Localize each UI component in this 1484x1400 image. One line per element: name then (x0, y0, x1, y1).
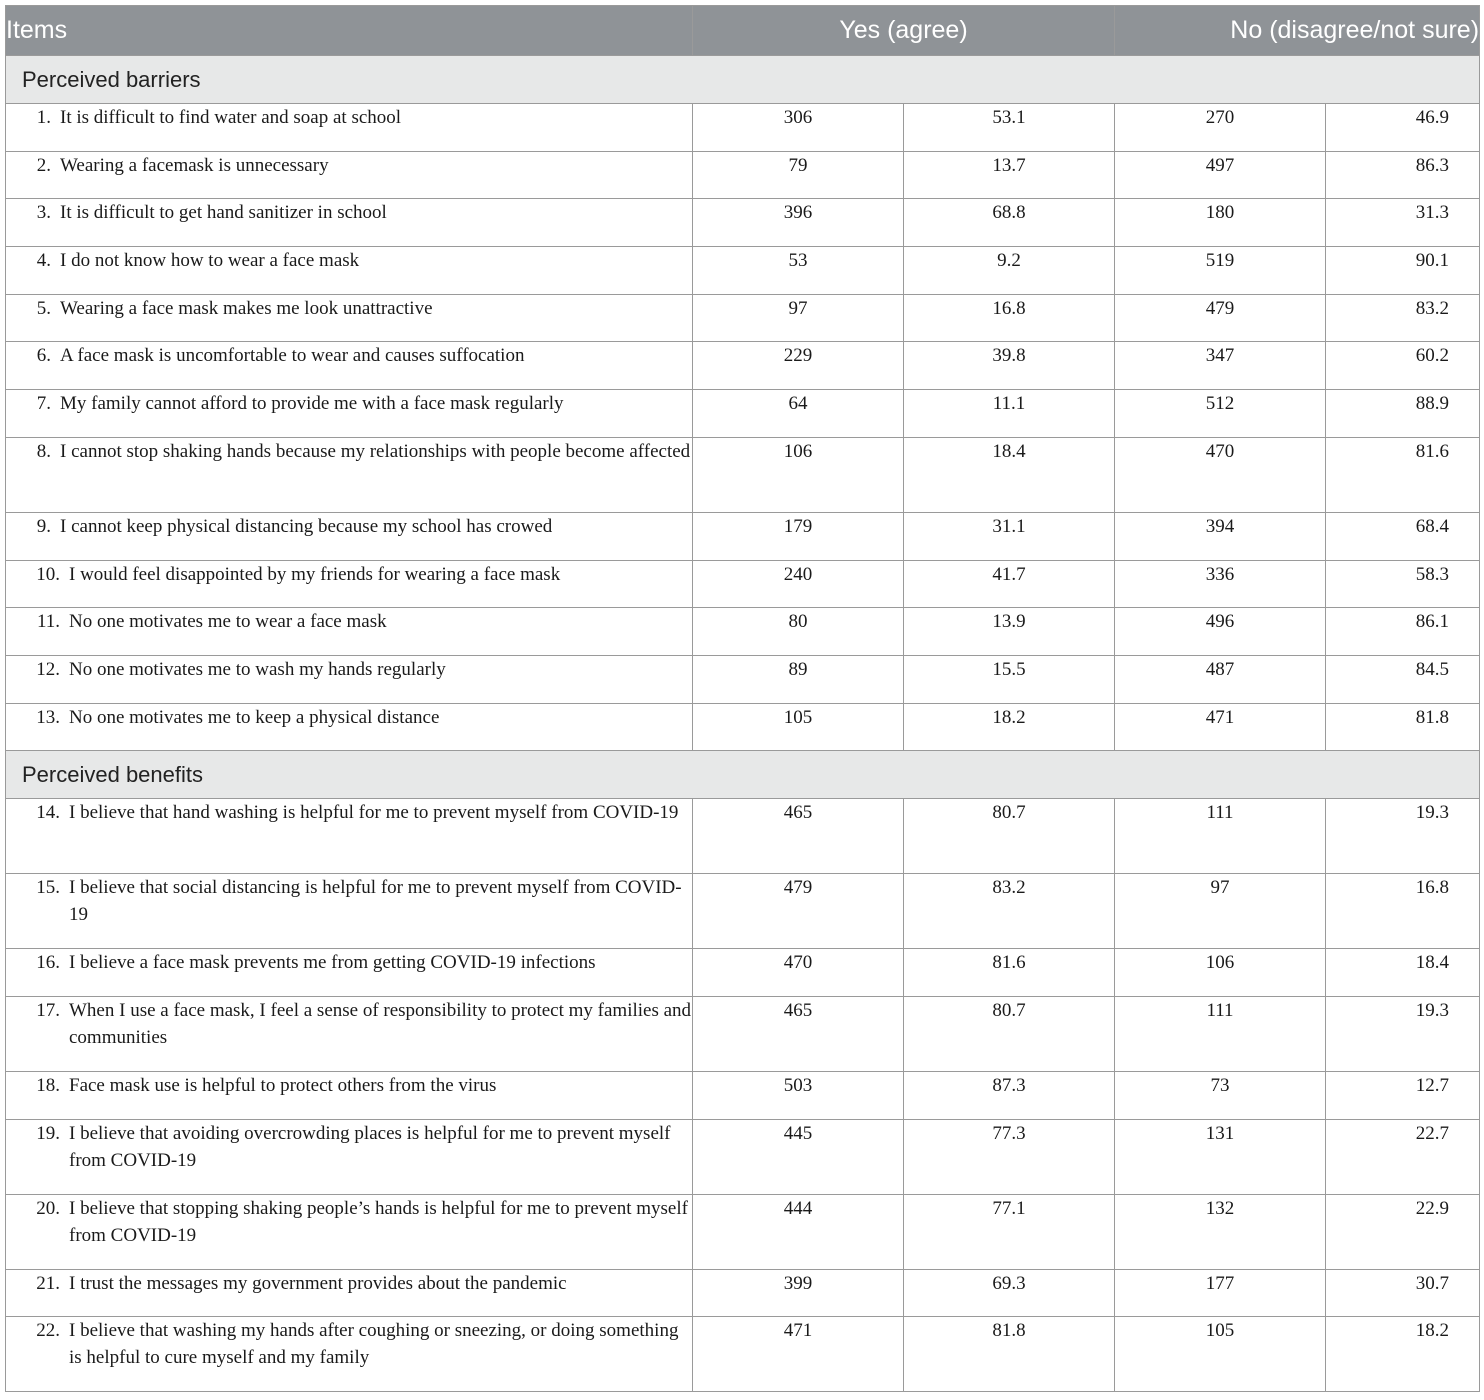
yes-percent-cell: 11.1 (904, 390, 1115, 438)
no-count-cell: 496 (1115, 608, 1326, 656)
yes-percent-cell: 81.6 (904, 949, 1115, 997)
no-percent-cell: 68.4 (1326, 512, 1480, 560)
yes-percent-cell: 77.3 (904, 1119, 1115, 1194)
item-text: I believe that washing my hands after coughing or sneezing, or doing something is helpful to cure myself and my family (69, 1320, 679, 1369)
item-cell (6, 1269, 693, 1317)
no-percent-cell: 16.8 (1326, 874, 1480, 949)
item-text: I believe that social distancing is helpful for me to prevent myself from COVID-19 (69, 877, 682, 926)
item-number: 17. (36, 999, 60, 1021)
no-percent-cell: 31.3 (1326, 199, 1480, 247)
table-row (6, 1194, 1480, 1269)
item-cell (6, 996, 693, 1071)
yes-count-cell: 106 (693, 437, 904, 512)
no-count-cell: 470 (1115, 437, 1326, 512)
no-count-cell: 111 (1115, 996, 1326, 1071)
yes-percent-cell: 9.2 (904, 247, 1115, 295)
item-text: It is difficult to find water and soap at school (60, 107, 402, 128)
no-percent-cell: 81.8 (1326, 703, 1480, 751)
item-cell (6, 342, 693, 390)
item-number: 19. (36, 1122, 60, 1144)
item-text: Wearing a facemask is unnecessary (60, 154, 329, 176)
section-title: Perceived benefits (6, 751, 1480, 799)
section-title: Perceived barriers (6, 56, 1480, 104)
yes-percent-cell: 53.1 (904, 104, 1115, 152)
yes-percent-cell: 80.7 (904, 996, 1115, 1071)
item-cell (6, 247, 693, 295)
no-count-cell: 394 (1115, 512, 1326, 560)
section-row (6, 56, 1480, 104)
yes-count-cell: 229 (693, 342, 904, 390)
no-count-cell: 497 (1115, 151, 1326, 199)
item-number: 10. (36, 563, 60, 585)
yes-percent-cell: 31.1 (904, 512, 1115, 560)
no-percent-cell: 30.7 (1326, 1269, 1480, 1317)
item-text: No one motivates me to wash my hands regularly (69, 658, 446, 680)
item-cell (6, 151, 693, 199)
item-number: 21. (36, 1272, 60, 1294)
yes-percent-cell: 13.7 (904, 151, 1115, 199)
no-percent-cell: 86.3 (1326, 151, 1480, 199)
yes-count-cell: 444 (693, 1194, 904, 1269)
no-percent-cell: 81.6 (1326, 437, 1480, 512)
table-row (6, 799, 1480, 874)
no-count-cell: 471 (1115, 703, 1326, 751)
section-row (6, 751, 1480, 799)
no-percent-cell: 60.2 (1326, 342, 1480, 390)
item-number: 18. (36, 1074, 60, 1096)
yes-percent-cell: 87.3 (904, 1071, 1115, 1119)
table-row (6, 1119, 1480, 1194)
item-text: I believe that avoiding overcrowding places is helpful for me to prevent myself from COVID-19 (69, 1122, 671, 1171)
item-cell (6, 608, 693, 656)
table-row (6, 390, 1480, 438)
item-text: No one motivates me to wear a face mask (69, 611, 387, 633)
yes-count-cell: 240 (693, 560, 904, 608)
item-text: I believe that hand washing is helpful for me to prevent myself from COVID-19 (69, 802, 679, 824)
yes-percent-cell: 83.2 (904, 874, 1115, 949)
no-percent-cell: 90.1 (1326, 247, 1480, 295)
item-text: I do not know how to wear a face mask (60, 250, 360, 272)
no-count-cell: 97 (1115, 874, 1326, 949)
item-text: I believe that stopping shaking people’s hands is helpful for me to prevent myself from COVID-19 (69, 1197, 688, 1246)
item-cell (6, 1194, 693, 1269)
item-text: A face mask is uncomfortable to wear and causes suffocation (60, 345, 525, 367)
item-number: 9. (36, 515, 51, 537)
no-count-cell: 512 (1115, 390, 1326, 438)
table-row (6, 703, 1480, 751)
no-percent-cell: 19.3 (1326, 996, 1480, 1071)
item-cell (6, 1119, 693, 1194)
yes-count-cell: 445 (693, 1119, 904, 1194)
item-cell (6, 560, 693, 608)
yes-percent-cell: 69.3 (904, 1269, 1115, 1317)
no-percent-cell: 86.1 (1326, 608, 1480, 656)
item-cell (6, 294, 693, 342)
yes-percent-cell: 68.8 (904, 199, 1115, 247)
yes-percent-cell: 80.7 (904, 799, 1115, 874)
no-percent-cell: 46.9 (1326, 104, 1480, 152)
header-yes: Yes (agree) (693, 6, 1115, 56)
no-percent-cell: 18.2 (1326, 1317, 1480, 1392)
table-row (6, 874, 1480, 949)
header-no: No (disagree/not sure) (1115, 6, 1480, 56)
item-number: 11. (36, 611, 60, 633)
yes-count-cell: 470 (693, 949, 904, 997)
table-row (6, 1269, 1480, 1317)
yes-percent-cell: 13.9 (904, 608, 1115, 656)
item-number: 6. (36, 345, 51, 367)
yes-count-cell: 53 (693, 247, 904, 295)
no-percent-cell: 88.9 (1326, 390, 1480, 438)
yes-percent-cell: 18.2 (904, 703, 1115, 751)
yes-percent-cell: 18.4 (904, 437, 1115, 512)
yes-count-cell: 306 (693, 104, 904, 152)
yes-count-cell: 105 (693, 703, 904, 751)
item-cell (6, 1071, 693, 1119)
yes-count-cell: 179 (693, 512, 904, 560)
item-cell (6, 655, 693, 703)
item-number: 22. (36, 1320, 60, 1342)
no-percent-cell: 18.4 (1326, 949, 1480, 997)
no-count-cell: 106 (1115, 949, 1326, 997)
no-count-cell: 131 (1115, 1119, 1326, 1194)
no-count-cell: 111 (1115, 799, 1326, 874)
table-row (6, 512, 1480, 560)
item-text: Wearing a face mask makes me look unattractive (60, 297, 433, 319)
yes-percent-cell: 16.8 (904, 294, 1115, 342)
table-row (6, 437, 1480, 512)
table-row (6, 342, 1480, 390)
yes-percent-cell: 41.7 (904, 560, 1115, 608)
yes-count-cell: 465 (693, 996, 904, 1071)
no-count-cell: 177 (1115, 1269, 1326, 1317)
no-count-cell: 487 (1115, 655, 1326, 703)
no-count-cell: 336 (1115, 560, 1326, 608)
item-text: Face mask use is helpful to protect others from the virus (69, 1074, 497, 1096)
yes-count-cell: 479 (693, 874, 904, 949)
item-cell (6, 390, 693, 438)
yes-percent-cell: 39.8 (904, 342, 1115, 390)
item-cell (6, 512, 693, 560)
no-count-cell: 73 (1115, 1071, 1326, 1119)
item-text: I cannot stop shaking hands because my relationships with people become affected (60, 440, 691, 462)
no-percent-cell: 84.5 (1326, 655, 1480, 703)
item-number: 14. (36, 802, 60, 824)
item-cell (6, 104, 693, 152)
table-body (6, 56, 1480, 1392)
no-percent-cell: 12.7 (1326, 1071, 1480, 1119)
item-text: I cannot keep physical distancing because my school has crowed (60, 515, 553, 537)
item-cell (6, 199, 693, 247)
no-percent-cell: 58.3 (1326, 560, 1480, 608)
item-number: 13. (36, 706, 60, 728)
no-percent-cell: 83.2 (1326, 294, 1480, 342)
item-text: It is difficult to get hand sanitizer in school (60, 202, 387, 224)
no-percent-cell: 22.9 (1326, 1194, 1480, 1269)
header-items: Items (6, 6, 693, 56)
yes-count-cell: 396 (693, 199, 904, 247)
item-text: I trust the messages my government provides about the pandemic (69, 1272, 567, 1294)
item-number: 4. (36, 250, 51, 272)
item-text: No one motivates me to keep a physical distance (69, 706, 440, 728)
table-row (6, 996, 1480, 1071)
yes-percent-cell: 15.5 (904, 655, 1115, 703)
table-row (6, 247, 1480, 295)
table-row (6, 655, 1480, 703)
yes-count-cell: 79 (693, 151, 904, 199)
item-text: I believe a face mask prevents me from getting COVID-19 infections (69, 952, 596, 974)
no-count-cell: 105 (1115, 1317, 1326, 1392)
table-row (6, 199, 1480, 247)
yes-count-cell: 80 (693, 608, 904, 656)
item-number: 8. (36, 440, 51, 462)
table-row (6, 949, 1480, 997)
item-number: 15. (36, 877, 60, 899)
item-text: My family cannot afford to provide me with a face mask regularly (60, 393, 564, 415)
yes-percent-cell: 77.1 (904, 1194, 1115, 1269)
item-number: 1. (36, 107, 51, 128)
table-row (6, 608, 1480, 656)
yes-count-cell: 89 (693, 655, 904, 703)
item-cell (6, 874, 693, 949)
item-number: 16. (36, 952, 60, 974)
item-cell (6, 437, 693, 512)
item-number: 7. (36, 393, 51, 415)
yes-count-cell: 97 (693, 294, 904, 342)
no-count-cell: 270 (1115, 104, 1326, 152)
table-header (6, 6, 1480, 56)
item-text: I would feel disappointed by my friends for wearing a face mask (69, 563, 561, 585)
item-cell (6, 799, 693, 874)
table-row (6, 560, 1480, 608)
survey-table (5, 5, 1480, 1392)
no-count-cell: 132 (1115, 1194, 1326, 1269)
yes-percent-cell: 81.8 (904, 1317, 1115, 1392)
table-row (6, 294, 1480, 342)
table-row (6, 104, 1480, 152)
item-number: 12. (36, 658, 60, 680)
table-row (6, 151, 1480, 199)
item-number: 5. (36, 297, 51, 319)
no-count-cell: 180 (1115, 199, 1326, 247)
item-cell (6, 1317, 693, 1392)
item-number: 2. (36, 154, 51, 176)
item-text: When I use a face mask, I feel a sense of responsibility to protect my families and communities (69, 999, 692, 1048)
no-percent-cell: 19.3 (1326, 799, 1480, 874)
table-row (6, 1071, 1480, 1119)
no-count-cell: 347 (1115, 342, 1326, 390)
item-cell (6, 703, 693, 751)
no-percent-cell: 22.7 (1326, 1119, 1480, 1194)
table-row (6, 1317, 1480, 1392)
item-number: 3. (36, 202, 51, 224)
yes-count-cell: 399 (693, 1269, 904, 1317)
yes-count-cell: 503 (693, 1071, 904, 1119)
yes-count-cell: 64 (693, 390, 904, 438)
no-count-cell: 479 (1115, 294, 1326, 342)
item-cell (6, 949, 693, 997)
yes-count-cell: 465 (693, 799, 904, 874)
yes-count-cell: 471 (693, 1317, 904, 1392)
no-count-cell: 519 (1115, 247, 1326, 295)
item-number: 20. (36, 1197, 60, 1219)
